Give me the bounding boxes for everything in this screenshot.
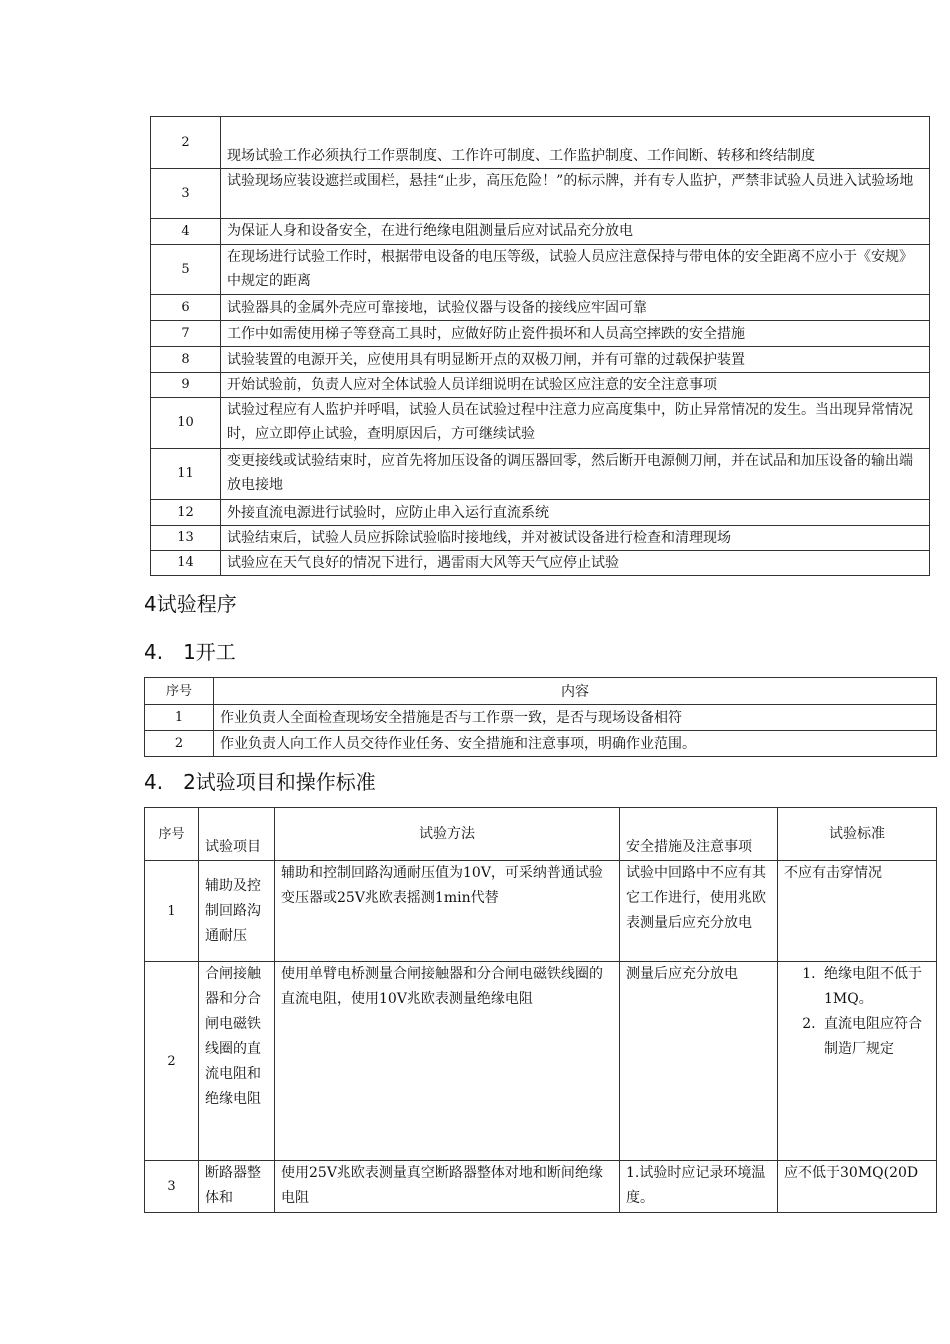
table-row [151, 219, 930, 245]
table-row [145, 1161, 937, 1213]
table-row [151, 169, 930, 219]
row-test-method: 使用25V兆欧表测量真空断路器整体对地和断间绝缘电阻 [275, 1161, 620, 1213]
row-number: 10 [151, 398, 221, 449]
row-number: 14 [151, 551, 221, 576]
table-row [151, 321, 930, 347]
row-number: 11 [151, 449, 221, 500]
row-number: 13 [151, 526, 221, 551]
row-safety-measures: 试验中回路中不应有其它工作进行，使用兆欧表测量后应充分放电 [620, 861, 778, 962]
table-row [151, 347, 930, 373]
header-test-standard: 试验标准 [778, 808, 937, 861]
row-content: 作业负责人向工作人员交待作业任务、安全措施和注意事项，明确作业范围。 [214, 731, 937, 757]
table-row [151, 526, 930, 551]
row-safety-measures: 1.试验时应记录环境温度。 [620, 1161, 778, 1213]
section-heading-test-procedure: 4试验程序 [144, 592, 237, 616]
test-items-table [144, 807, 937, 1213]
row-number: 3 [151, 169, 221, 219]
table-row [151, 449, 930, 500]
header-number: 序号 [145, 678, 214, 705]
header-safety-measures: 安全措施及注意事项 [620, 808, 778, 861]
row-number: 9 [151, 373, 221, 398]
safety-measure-text: 变更接线或试验结束时，应首先将加压设备的调压器回零，然后断开电源侧刀闸，并在试品和加压设备的输出端放电接地 [221, 449, 930, 500]
row-test-item: 断路器整体和 [199, 1161, 275, 1213]
table-row [151, 398, 930, 449]
table-row [145, 962, 937, 1161]
header-content: 内容 [214, 678, 937, 705]
row-number: 4 [151, 219, 221, 245]
row-safety-measures: 测量后应充分放电 [620, 962, 778, 1161]
table-row [151, 500, 930, 526]
row-number: 2 [145, 731, 214, 757]
row-test-standard: 不应有击穿情况 [778, 861, 937, 962]
start-work-table [144, 677, 937, 757]
table-header-row [145, 808, 937, 861]
table-row [151, 295, 930, 321]
safety-measure-text: 现场试验工作必须执行工作票制度、工作许可制度、工作监护制度、工作间断、转移和终结制度 [221, 117, 930, 169]
safety-measure-text: 在现场进行试验工作时，根据带电设备的电压等级，试验人员应注意保持与带电体的安全距离不应小于《安规》中规定的距离 [221, 245, 930, 295]
row-number: 3 [145, 1161, 199, 1213]
table-row [145, 705, 937, 731]
safety-measure-text: 为保证人身和设备安全，在进行绝缘电阻测量后应对试品充分放电 [221, 219, 930, 245]
safety-measure-text: 试验装置的电源开关，应使用具有明显断开点的双极刀闸，并有可靠的过载保护装置 [221, 347, 930, 373]
header-test-method: 试验方法 [275, 808, 620, 861]
row-test-method: 使用单臂电桥测量合闸接触器和分合闸电磁铁线圈的直流电阻，使用10V兆欧表测量绝缘电阻 [275, 962, 620, 1161]
section-heading-test-items: 4. 2试验项目和操作标准 [144, 770, 376, 794]
safety-measure-text: 工作中如需使用梯子等登高工具时，应做好防止瓷件损坏和人员高空摔跌的安全措施 [221, 321, 930, 347]
safety-measures-table [150, 116, 930, 576]
safety-measure-text: 试验应在天气良好的情况下进行，遇雷雨大风等天气应停止试验 [221, 551, 930, 576]
standard-list-item: 2. 直流电阻应符合制造厂规定 [820, 1012, 930, 1062]
row-number: 2 [145, 962, 199, 1161]
row-test-standard: 应不低于30MQ(20D [778, 1161, 937, 1213]
row-content: 作业负责人全面检查现场安全措施是否与工作票一致，是否与现场设备相符 [214, 705, 937, 731]
safety-measure-text: 开始试验前，负责人应对全体试验人员详细说明在试验区应注意的安全注意事项 [221, 373, 930, 398]
header-number: 序号 [145, 808, 199, 861]
table-header-row [145, 678, 937, 705]
row-number: 1 [145, 861, 199, 962]
safety-measure-text: 试验器具的金属外壳应可靠接地，试验仪器与设备的接线应牢固可靠 [221, 295, 930, 321]
table-row [145, 731, 937, 757]
row-test-method: 辅助和控制回路沟通耐压值为10V，可采纳普通试验变压器或25V兆欧表摇测1min代替 [275, 861, 620, 962]
table-row [151, 373, 930, 398]
row-test-item: 合闸接触器和分合闸电磁铁线圈的直流电阻和绝缘电阻 [199, 962, 275, 1161]
row-number: 2 [151, 117, 221, 169]
row-number: 7 [151, 321, 221, 347]
header-test-item: 试验项目 [199, 808, 275, 861]
table-row [151, 245, 930, 295]
safety-measure-text: 试验结束后，试验人员应拆除试验临时接地线，并对被试设备进行检查和清理现场 [221, 526, 930, 551]
standard-list [784, 962, 930, 1062]
safety-measure-text: 外接直流电源进行试验时，应防止串入运行直流系统 [221, 500, 930, 526]
section-heading-start-work: 4. 1开工 [144, 640, 236, 664]
table-row [151, 117, 930, 169]
row-test-item: 辅助及控制回路沟通耐压 [199, 861, 275, 962]
row-number: 12 [151, 500, 221, 526]
safety-measure-text: 试验现场应装设遮拦或围栏，悬挂“止步，高压危险！”的标示牌，并有专人监护，严禁非试验人员进入试验场地 [221, 169, 930, 219]
row-number: 6 [151, 295, 221, 321]
table-row [145, 861, 937, 962]
standard-list-item: 1. 绝缘电阻不低于1MQ。 [820, 962, 930, 1012]
row-number: 8 [151, 347, 221, 373]
row-test-standard [778, 962, 937, 1161]
table-row [151, 551, 930, 576]
row-number: 5 [151, 245, 221, 295]
row-number: 1 [145, 705, 214, 731]
safety-measure-text: 试验过程应有人监护并呼唱，试验人员在试验过程中注意力应高度集中，防止异常情况的发生。当出现异常情况时，应立即停止试验，查明原因后，方可继续试验 [221, 398, 930, 449]
